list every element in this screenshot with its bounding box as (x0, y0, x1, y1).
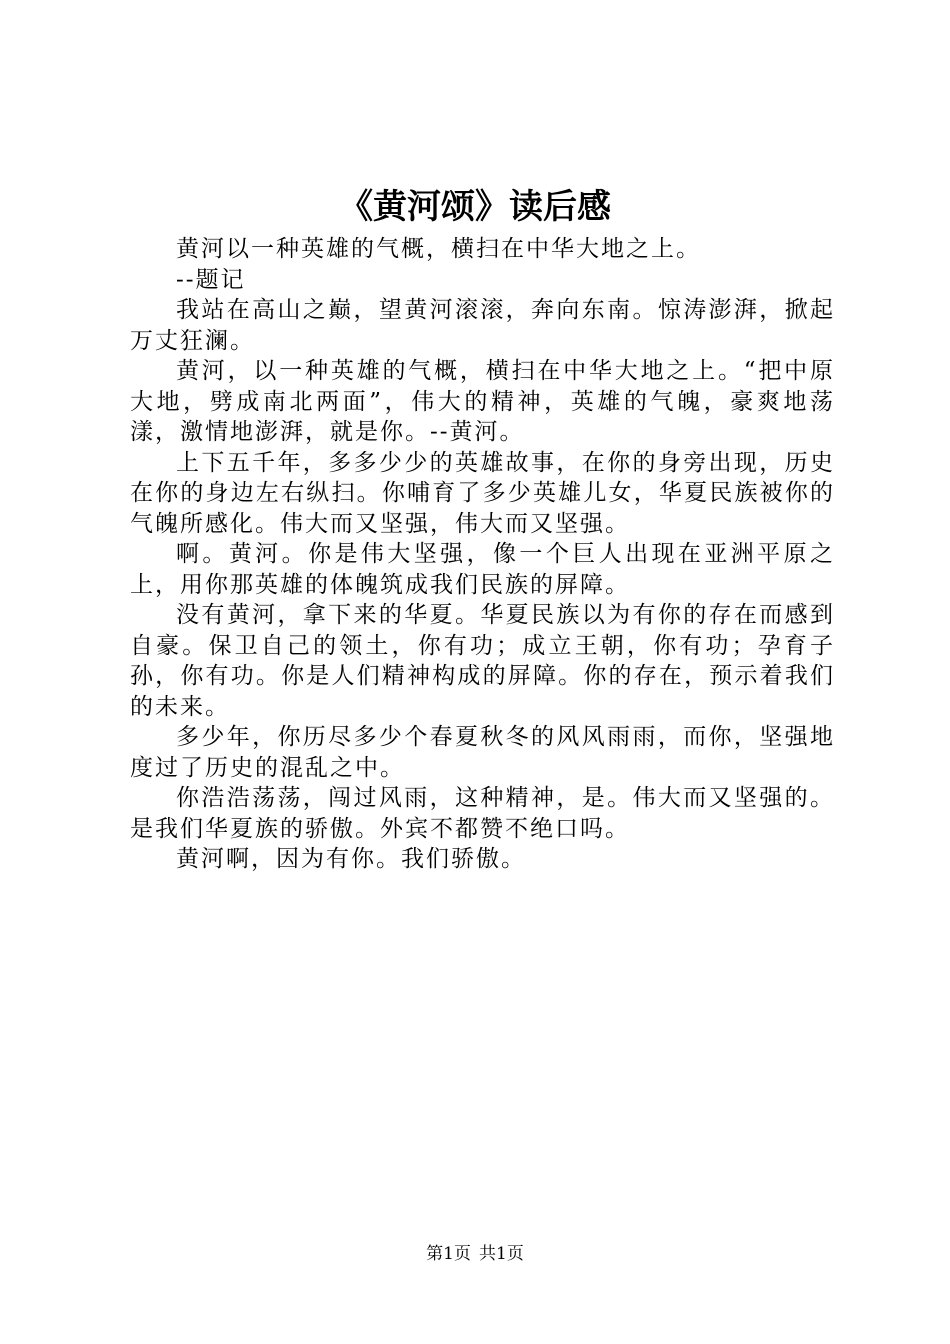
paragraph: 你浩浩荡荡，闯过风雨，这种精神，是。伟大而又坚强的。是我们华夏族的骄傲。外宾不都赞不绝口吗。 (130, 785, 835, 842)
paragraph: 上下五千年，多多少少的英雄故事，在你的身旁出现，历史在你的身边左右纵扫。你哺育了多少英雄儿女，华夏民族被你的气魄所感化。伟大而又坚强，伟大而又坚强。 (130, 449, 835, 537)
epigraph-attribution: --题记 (176, 266, 246, 293)
page-title: 《黄河颂》读后感 (339, 187, 611, 227)
paragraph: 没有黄河，拿下来的华夏。华夏民族以为有你的存在而感到自豪。保卫自己的领土，你有功；成立王朝，你有功；孕育子孙，你有功。你是人们精神构成的屏障。你的存在，预示着我们的未来。 (130, 602, 835, 720)
page-footer (0, 1242, 950, 1266)
paragraph: 黄河，以一种英雄的气概，横扫在中华大地之上。“把中原大地，劈成南北两面”，伟大的精神，英雄的气魄，豪爽地荡漾，激情地澎湃，就是你。--黄河。 (130, 358, 835, 445)
paragraph: 黄河啊，因为有你。我们骄傲。 (176, 846, 526, 872)
paragraph: 多少年，你历尽多少个春夏秋冬的风风雨雨，而你，坚强地度过了历史的混乱之中。 (130, 724, 835, 781)
document-body (130, 234, 835, 875)
paragraph: 我站在高山之巅，望黄河滚滚，奔向东南。惊涛澎湃，掀起万丈狂澜。 (130, 297, 835, 354)
page-total: 共1页 (479, 1244, 524, 1264)
paragraph: 啊。黄河。你是伟大坚强，像一个巨人出现在亚洲平原之上，用你那英雄的体魄筑成我们民族的屏障。 (130, 541, 835, 598)
page-number: 第1页 (426, 1244, 471, 1264)
epigraph: 黄河以一种英雄的气概，横扫在中华大地之上。 (176, 236, 701, 262)
